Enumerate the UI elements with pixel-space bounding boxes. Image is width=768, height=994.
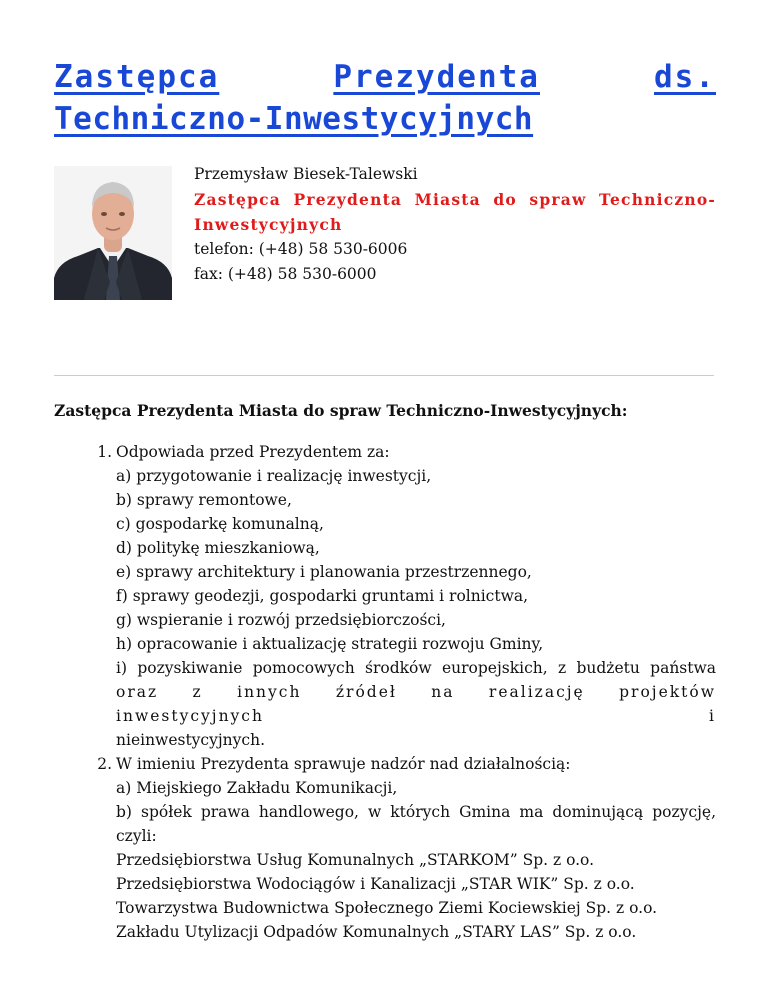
- list-item: [80, 440, 716, 752]
- person-role-continued: Inwestycyjnych: [194, 215, 343, 234]
- section-heading: Zastępca Prezydenta Miasta do spraw Techniczno-Inwestycyjnych:: [54, 401, 628, 420]
- fax-number: fax: (+48) 58 530-6000: [194, 265, 377, 283]
- list-line: f) sprawy geodezji, gospodarki gruntami i rolnictwa,: [116, 587, 529, 605]
- list-item: [80, 752, 716, 944]
- list-line: Przedsiębiorstwa Wodociągów i Kanalizacji „STAR WIK” Sp. z o.o.: [116, 875, 635, 893]
- contact-block: [194, 162, 716, 287]
- list-line: e) sprawy architektury i planowania przestrzennego,: [116, 563, 532, 581]
- title-word[interactable]: ds.: [653, 59, 716, 95]
- list-number: 1.: [97, 443, 112, 461]
- list-line: h) opracowanie i aktualizację strategii rozwoju Gminy,: [116, 635, 544, 653]
- list-line: a) przygotowanie i realizację inwestycji,: [116, 467, 432, 485]
- page-title[interactable]: [54, 56, 716, 140]
- list-line: i) pozyskiwanie pomocowych środków europejskich, z budżetu państwa: [116, 659, 716, 677]
- title-line-2[interactable]: Techniczno-Inwestycyjnych: [54, 101, 534, 137]
- divider: [54, 375, 714, 376]
- list-line: b) spółek prawa handlowego, w których Gmina ma dominującą pozycję,: [116, 803, 716, 821]
- list-line: d) politykę mieszkaniową,: [116, 539, 320, 557]
- list-line: a) Miejskiego Zakładu Komunikacji,: [116, 779, 398, 797]
- list-line: c) gospodarkę komunalną,: [116, 515, 324, 533]
- portrait-image: [54, 166, 172, 300]
- list-line: b) sprawy remontowe,: [116, 491, 292, 509]
- duties-list: [80, 440, 716, 944]
- list-line: oraz z innych źródeł na realizację projektów inwestycyjnych i: [116, 683, 716, 725]
- list-line: nieinwestycyjnych.: [116, 731, 266, 749]
- list-line: W imieniu Prezydenta sprawuje nadzór nad działalnością:: [116, 755, 571, 773]
- person-role: Zastępca Prezydenta Miasta do spraw Techniczno-: [194, 190, 716, 209]
- portrait-photo: [54, 166, 172, 300]
- list-number: 2.: [97, 755, 112, 773]
- person-name: Przemysław Biesek-Talewski: [194, 165, 418, 183]
- list-line: czyli:: [116, 827, 157, 845]
- list-line: Towarzystwa Budownictwa Społecznego Ziemi Kociewskiej Sp. z o.o.: [116, 899, 658, 917]
- list-line: Przedsiębiorstwa Usług Komunalnych „STARKOM” Sp. z o.o.: [116, 851, 595, 869]
- title-line-1[interactable]: [54, 56, 716, 98]
- title-word[interactable]: Prezydenta: [333, 59, 540, 95]
- title-word[interactable]: Zastępca: [54, 59, 220, 95]
- list-line: Zakładu Utylizacji Odpadów Komunalnych „STARY LAS” Sp. z o.o.: [116, 923, 637, 941]
- list-line: Odpowiada przed Prezydentem za:: [116, 443, 390, 461]
- list-line: g) wspieranie i rozwój przedsiębiorczości,: [116, 611, 446, 629]
- phone-number: telefon: (+48) 58 530-6006: [194, 240, 408, 258]
